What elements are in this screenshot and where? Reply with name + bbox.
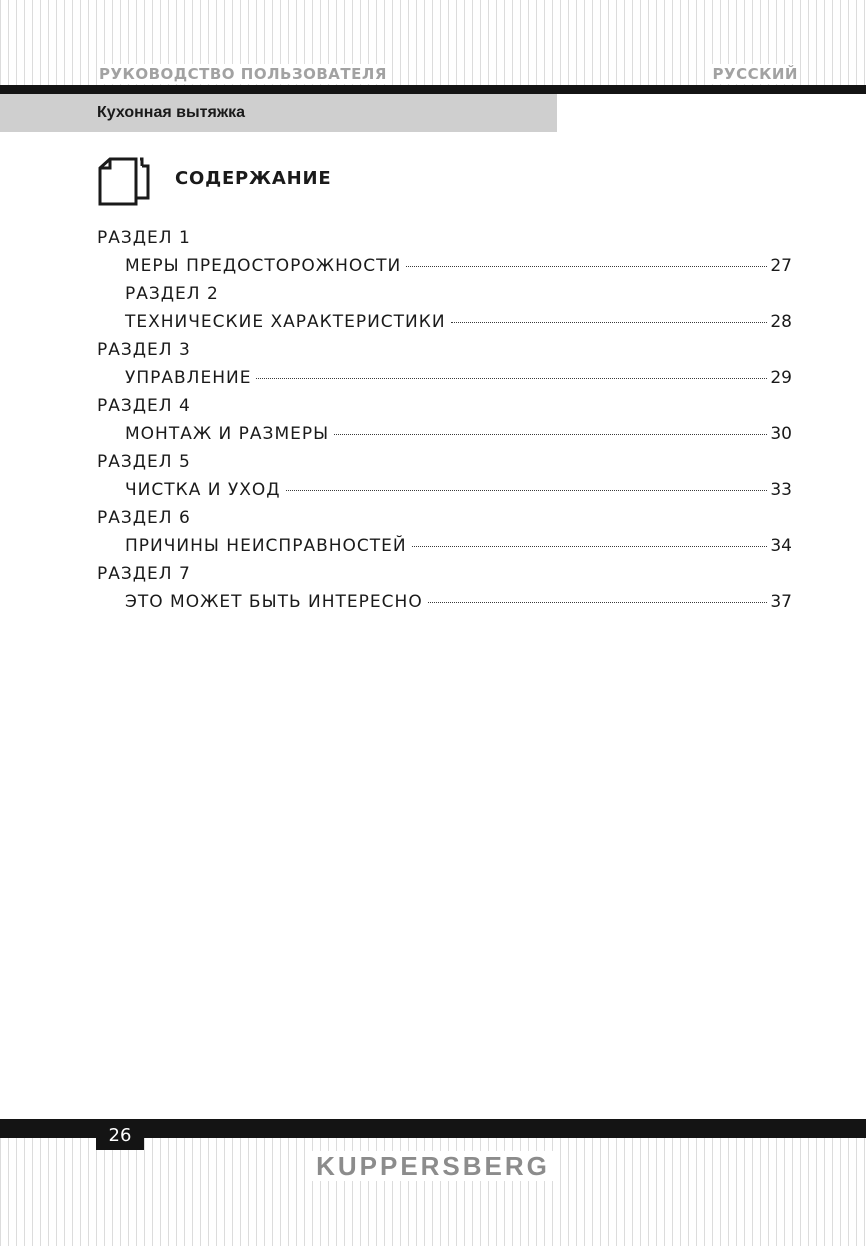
toc-entry[interactable] xyxy=(125,478,792,502)
toc-entry[interactable] xyxy=(125,590,792,614)
brand-logo xyxy=(0,1151,866,1181)
dot-leader xyxy=(451,321,768,323)
dot-leader xyxy=(406,265,767,267)
dot-leader xyxy=(412,545,768,547)
toc-section-title: РАЗДЕЛ 6 xyxy=(97,508,191,528)
toc-page-number: 29 xyxy=(770,368,792,388)
language-label: РУССКИЙ xyxy=(712,65,798,83)
subtitle-band xyxy=(0,94,557,132)
toc-entry-label: ЭТО МОЖЕТ БЫТЬ ИНТЕРЕСНО xyxy=(125,592,423,612)
toc-entry-label: ТЕХНИЧЕСКИЕ ХАРАКТЕРИСТИКИ xyxy=(125,312,446,332)
header-divider-bar xyxy=(0,85,866,94)
toc-entry[interactable] xyxy=(125,366,792,390)
toc-entry[interactable] xyxy=(125,422,792,446)
toc-entry-label: МЕРЫ ПРЕДОСТОРОЖНОСТИ xyxy=(125,256,402,276)
dot-leader xyxy=(286,489,768,491)
toc-section-title: РАЗДЕЛ 4 xyxy=(97,396,191,416)
toc-page-number: 34 xyxy=(770,536,792,556)
product-subtitle: Кухонная вытяжка xyxy=(97,104,246,121)
document-icon xyxy=(96,156,152,206)
toc-section-title: РАЗДЕЛ 2 xyxy=(125,284,219,304)
dot-leader xyxy=(256,377,767,379)
toc-page-number: 27 xyxy=(770,256,792,276)
toc-page-number: 37 xyxy=(770,592,792,612)
dot-leader xyxy=(334,433,767,435)
toc-page-number: 28 xyxy=(770,312,792,332)
brand-name: KUPPERSBERG xyxy=(312,1151,554,1181)
toc-entry[interactable] xyxy=(125,254,792,278)
toc-section-title: РАЗДЕЛ 3 xyxy=(97,340,191,360)
toc-entry-label: УПРАВЛЕНИЕ xyxy=(125,368,252,388)
toc-entry-label: ЧИСТКА И УХОД xyxy=(125,480,281,500)
toc-section-title: РАЗДЕЛ 7 xyxy=(97,564,191,584)
toc-entry-label: МОНТАЖ И РАЗМЕРЫ xyxy=(125,424,330,444)
toc-heading: СОДЕРЖАНИЕ xyxy=(175,168,332,189)
toc-page-number: 30 xyxy=(770,424,792,444)
toc-entry[interactable] xyxy=(125,310,792,334)
toc-entry-label: ПРИЧИНЫ НЕИСПРАВНОСТЕЙ xyxy=(125,536,407,556)
toc-section-title: РАЗДЕЛ 1 xyxy=(97,228,191,248)
toc-section-title: РАЗДЕЛ 5 xyxy=(97,452,191,472)
page-number: 26 xyxy=(108,1125,132,1146)
manual-title: РУКОВОДСТВО ПОЛЬЗОВАТЕЛЯ xyxy=(99,65,387,83)
dot-leader xyxy=(428,601,768,603)
toc-page-number: 33 xyxy=(770,480,792,500)
toc-entry[interactable] xyxy=(125,534,792,558)
